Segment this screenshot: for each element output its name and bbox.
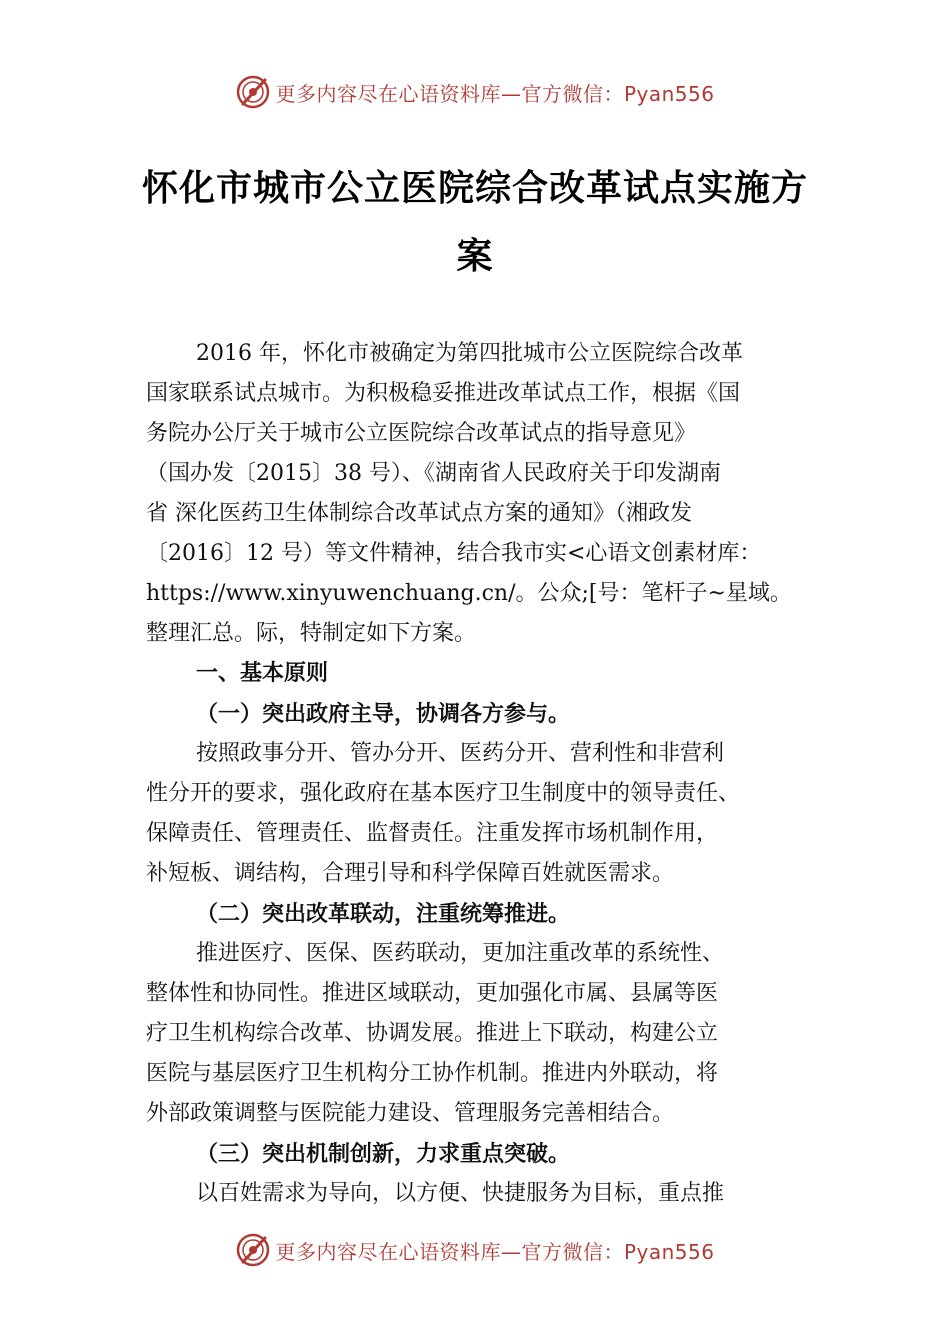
paragraph-line: 以百姓需求为导向，以方便、快捷服务为目标，重点推 (196, 1181, 725, 1206)
subsection-heading: （二）突出改革联动，注重统筹推进。 (196, 901, 571, 927)
paragraph-line: 〔2016〕12 号）等文件精神，结合我市实<心语文创素材库： (146, 541, 762, 566)
paragraph-line: 补短板、调结构，合理引导和科学保障百姓就医需求。 (146, 861, 675, 886)
paragraph-line: 性分开的要求，强化政府在基本医疗卫生制度中的领导责任、 (146, 781, 741, 806)
document-title-line-1: 怀化市城市公立医院综合改革试点实施方 (141, 167, 808, 209)
section-heading: 一、基本原则 (196, 661, 329, 686)
record-disc-logo-icon (235, 1232, 271, 1268)
paragraph-line: 省 深化医药卫生体制综合改革试点方案的通知》（湘政发 (146, 501, 692, 526)
subsection-heading: （三）突出机制创新，力求重点突破。 (196, 1141, 571, 1167)
paragraph-line: 外部政策调整与医院能力建设、管理服务完善相结合。 (146, 1101, 675, 1126)
subsection-heading: （一）突出政府主导，协调各方参与。 (196, 701, 571, 727)
paragraph-line: https://www.xinyuwenchuang.cn/。公众;[号：笔杆子~星域。 (146, 581, 792, 606)
banner-text: 更多内容尽在心语资料库—官方微信：Pyan556 (275, 81, 715, 106)
record-disc-logo-icon (235, 74, 271, 110)
paragraph-line: 国家联系试点城市。为积极稳妥推进改革试点工作，根据《国 (146, 381, 741, 406)
header-banner (0, 72, 950, 112)
paragraph-line: 推进医疗、医保、医药联动，更加注重改革的系统性、 (196, 941, 725, 966)
paragraph-line: 疗卫生机构综合改革、协调发展。推进上下联动，构建公立 (146, 1021, 719, 1046)
paragraph-line: 整理汇总。际，特制定如下方案。 (146, 621, 477, 646)
document-title-line-2: 案 (456, 235, 494, 277)
footer-banner (0, 1230, 950, 1270)
paragraph-line: 按照政事分开、管办分开、医药分开、营利性和非营利 (196, 741, 725, 766)
paragraph-line: 2016 年，怀化市被确定为第四批城市公立医院综合改革 (196, 341, 743, 366)
paragraph-line: （国办发〔2015〕38 号）、《湖南省人民政府关于印发湖南 (146, 461, 721, 486)
paragraph-line: 保障责任、管理责任、监督责任。注重发挥市场机制作用， (146, 821, 719, 846)
paragraph-line: 整体性和协同性。推进区域联动，更加强化市属、县属等医 (146, 981, 719, 1006)
paragraph-line: 医院与基层医疗卫生机构分工协作机制。推进内外联动，将 (146, 1061, 719, 1086)
banner-text: 更多内容尽在心语资料库—官方微信：Pyan556 (275, 1239, 715, 1264)
paragraph-line: 务院办公厅关于城市公立医院综合改革试点的指导意见》 (146, 421, 697, 446)
